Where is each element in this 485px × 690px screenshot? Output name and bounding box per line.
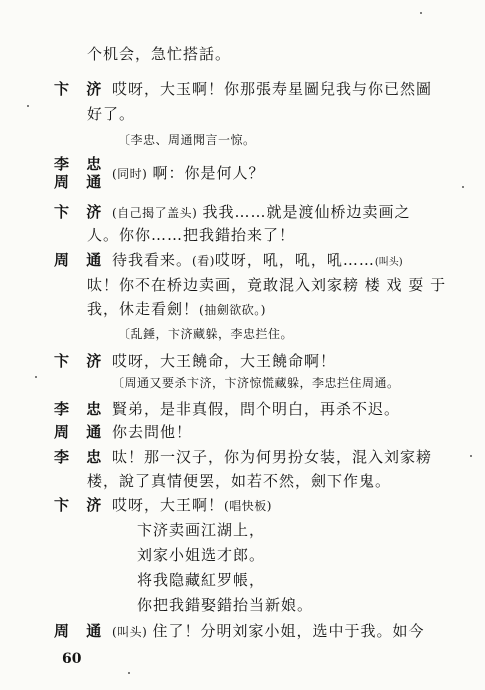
- dialogue-text: 哎呀，吼，吼，吼……: [214, 251, 375, 269]
- speaker-label: 卞 济: [54, 496, 108, 514]
- dialogue-text: 待我看来。: [112, 251, 193, 269]
- page-number: 60: [62, 651, 82, 667]
- verse-line: 刘家小姐选才郎。: [137, 546, 266, 564]
- dialogue-line: [112, 201, 410, 222]
- stage-direction: (唱快板): [224, 499, 272, 513]
- dialogue-text: 哎呀，大王啊！: [112, 496, 225, 514]
- print-speck: [470, 455, 472, 457]
- verse-line: 卞济卖画江湖上，: [137, 521, 266, 539]
- dialogue-line: 人。你你……把我錯抬来了！: [87, 226, 296, 244]
- stage-direction: 〔周通又要杀卞济，卞济惊慌藏躲，李忠拦住周通。: [112, 376, 400, 390]
- print-speck: [128, 672, 130, 674]
- stage-direction: (看): [192, 254, 215, 268]
- dialogue-line: 哎呀，大玉啊！你那張寿星圖兒我与你已然圖: [112, 80, 433, 98]
- speaker-label: 周 通: [54, 622, 108, 640]
- print-speck: [420, 12, 422, 14]
- stage-direction: (抽劍欲砍。): [199, 303, 266, 317]
- dialogue-line: 呔！你不在桥边卖画，竟敢混入刘家耪 楼 戏 耍 于: [87, 276, 447, 294]
- print-speck: [462, 186, 464, 188]
- dialogue-line: 你去問他！: [112, 423, 193, 441]
- verse-line: 将我隐藏紅罗帳，: [137, 571, 266, 589]
- dialogue-line: [112, 494, 272, 515]
- speaker-label: 李 忠: [54, 155, 108, 173]
- dialogue-text: 我，休走看劍！: [87, 300, 200, 318]
- dialogue-line: 呔！那一汉子，你为何男扮女装，混入刘家耪: [112, 448, 433, 466]
- speaker-label: 周 通: [54, 251, 108, 269]
- dialogue-text: 住了！分明刘家小姐，选中于我。如今: [152, 622, 425, 640]
- text-line: 个机会，急忙搭話。: [87, 45, 232, 63]
- speaker-label: 卞 济: [54, 352, 108, 370]
- speaker-label: 卞 济: [54, 203, 108, 221]
- dialogue-line: 哎呀，大王饒命，大王饒命啊！: [112, 352, 337, 370]
- speaker-label: 李 忠: [54, 448, 108, 466]
- dialogue-text: 啊：你是何人？: [152, 164, 265, 182]
- speaker-label: 李 忠: [54, 400, 108, 418]
- dialogue-text: 我我……就是渡仙桥边卖画之: [202, 203, 411, 221]
- speaker-label: 周 通: [54, 173, 108, 191]
- dialogue-line: [112, 620, 424, 641]
- dialogue-line: [112, 162, 264, 183]
- stage-direction: (同时): [112, 167, 148, 181]
- dialogue-line: 楼，說了真情便罢，如若不然，劍下作鬼。: [87, 472, 392, 490]
- speaker-label: 卞 济: [54, 80, 108, 98]
- stage-direction: (自己揭了盖头): [112, 206, 198, 220]
- dialogue-line: [112, 249, 403, 270]
- dialogue-line: 賢弟，是非真假，問个明白，再杀不迟。: [112, 400, 401, 418]
- stage-direction: 〔乱錘，卞济藏躲，李忠拦住。: [118, 327, 294, 341]
- dialogue-line: 好了。: [87, 105, 136, 123]
- stage-direction: (叫头): [112, 625, 148, 639]
- dialogue-line: [87, 298, 266, 319]
- speaker-label: 周 通: [54, 423, 108, 441]
- verse-line: 你把我錯娶錯抬当新娘。: [137, 596, 314, 614]
- print-speck: [27, 105, 29, 107]
- stage-direction: 〔李忠、周通聞言一惊。: [118, 133, 256, 147]
- print-speck: [35, 376, 37, 378]
- stage-direction: (叫头): [374, 257, 403, 268]
